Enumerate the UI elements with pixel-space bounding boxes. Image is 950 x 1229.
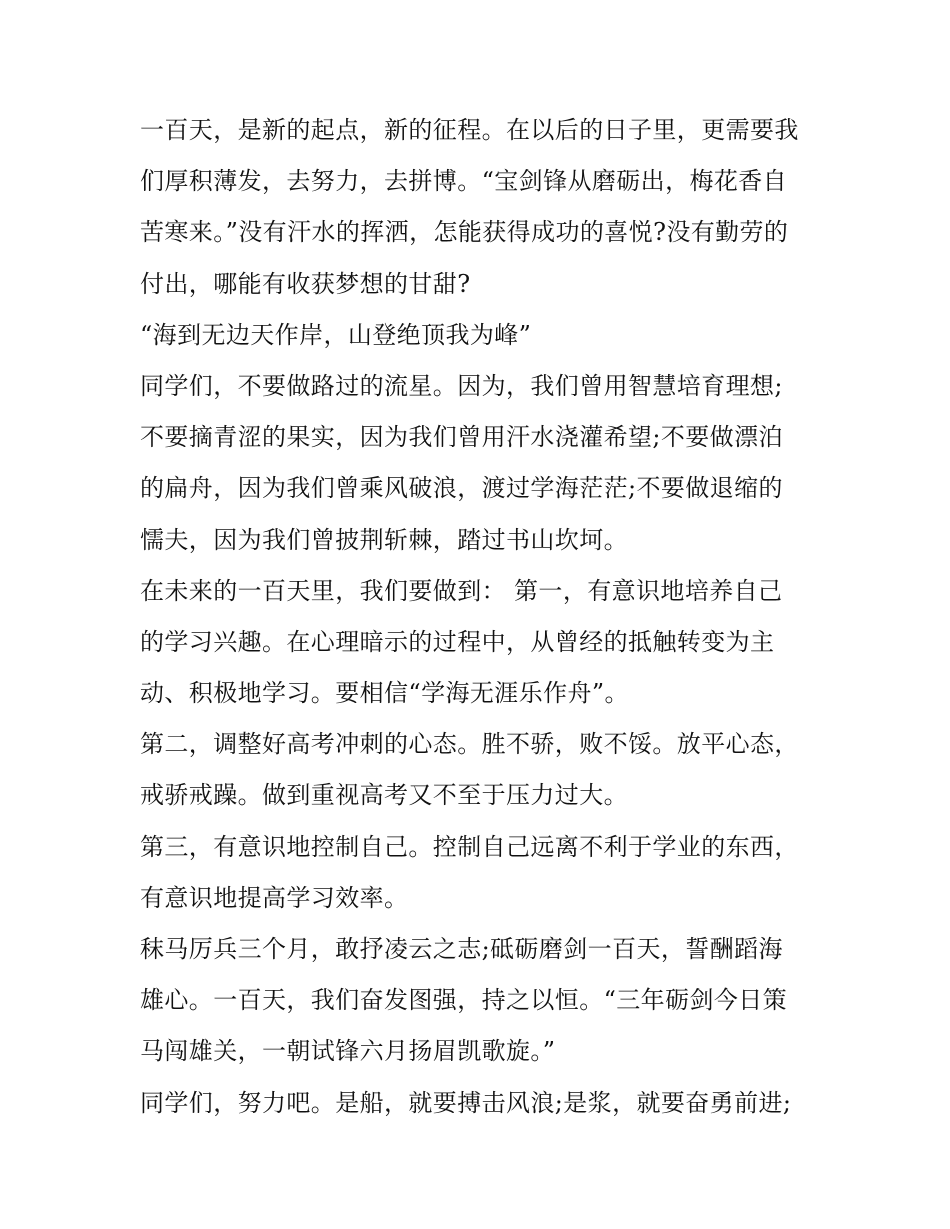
text-line: 马闯雄关，一朝试锋六月扬眉凯歌旋。” bbox=[140, 1037, 556, 1066]
text-line: 有意识地提高学习效率。 bbox=[140, 883, 409, 912]
text-line: 第三，有意识地控制自己。控制自己远离不利于学业的东西， bbox=[140, 832, 799, 861]
text-line: 们厚积薄发，去努力，去拼博。“宝剑锋从磨砺出，梅花香自 bbox=[140, 167, 788, 196]
text-line: 的扁舟，因为我们曾乘风破浪，渡过学海茫茫;不要做退缩的 bbox=[140, 474, 783, 503]
text-line: 戒骄戒躁。做到重视高考又不至于压力过大。 bbox=[140, 781, 628, 810]
text-line: 不要摘青涩的果实，因为我们曾用汗水浇灌希望;不要做漂泊 bbox=[140, 423, 783, 452]
text-line: 动、积极地学习。要相信“学海无涯乐作舟”。 bbox=[140, 679, 629, 708]
text-line: 付出，哪能有收获梦想的甘甜? bbox=[140, 269, 471, 298]
text-line: 苦寒来。”没有汗水的挥洒，怎能获得成功的喜悦?没有勤劳的 bbox=[140, 218, 789, 247]
text-line: 懦夫，因为我们曾披荆斩棘，踏过书山坎坷。 bbox=[140, 525, 628, 554]
text-line: 同学们，不要做路过的流星。因为，我们曾用智慧培育理想; bbox=[140, 371, 783, 400]
text-line: 在未来的一百天里，我们要做到： 第一，有意识地培养自己 bbox=[140, 576, 783, 605]
text-line: 的学习兴趣。在心理暗示的过程中，从曾经的抵触转变为主 bbox=[140, 627, 775, 656]
text-line: 第二，调整好高考冲刺的心态。胜不骄，败不馁。放平心态， bbox=[140, 730, 799, 759]
text-line: 雄心。一百天，我们奋发图强，持之以恒。“三年砺剑今日策 bbox=[140, 986, 788, 1015]
quote-line: “海到无边天作岸，山登绝顶我为峰” bbox=[140, 320, 532, 349]
text-line: 同学们，努力吧。是船，就要搏击风浪;是浆，就要奋勇前进; bbox=[140, 1088, 792, 1117]
speech-text-body bbox=[140, 108, 820, 1132]
text-line: 秣马厉兵三个月，敢抒凌云之志;砥砺磨剑一百天，誓酬蹈海 bbox=[140, 935, 783, 963]
text-line: 一百天，是新的起点，新的征程。在以后的日子里，更需要我 bbox=[140, 116, 799, 144]
